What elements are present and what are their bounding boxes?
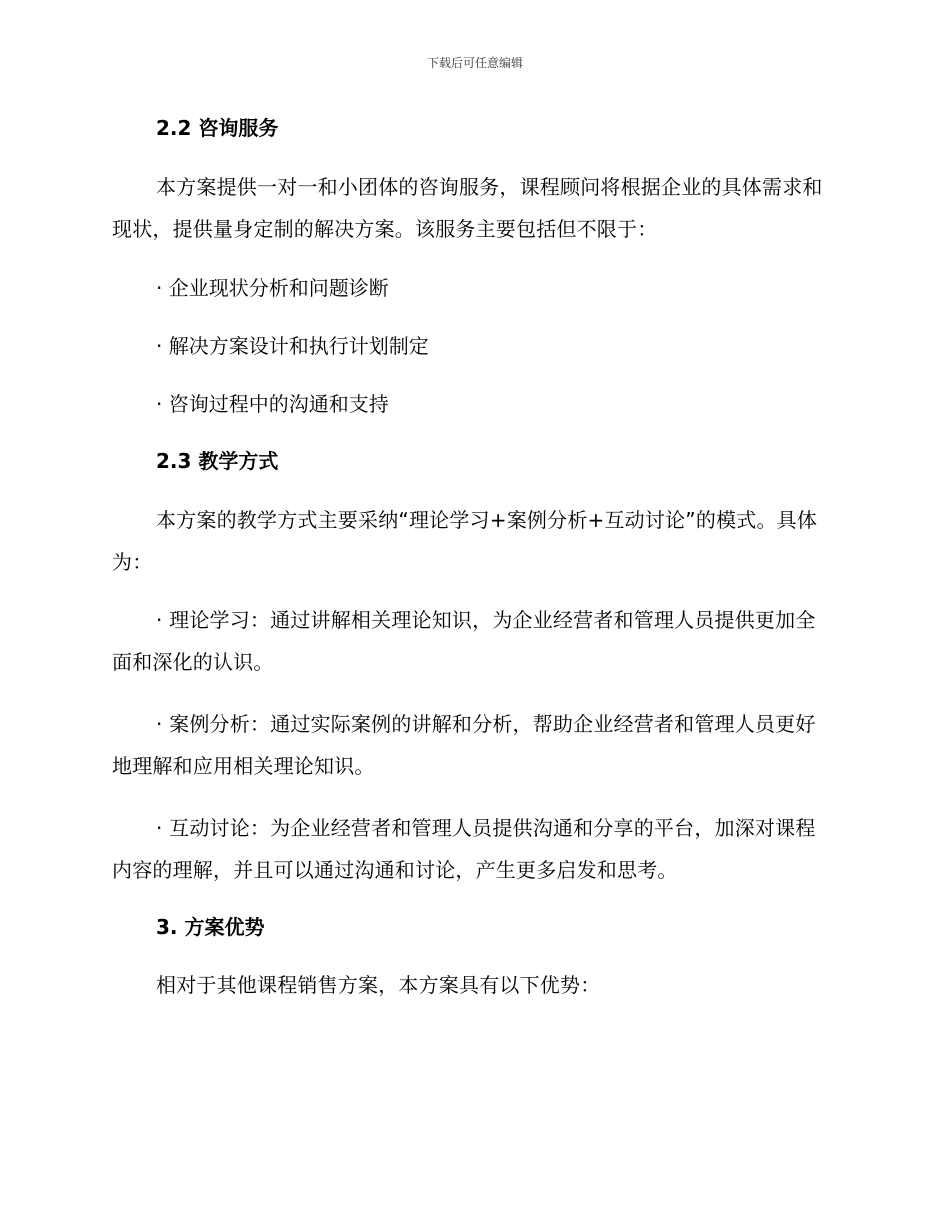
bullet-item: · 咨询过程中的沟通和支持: [156, 392, 389, 416]
paragraph-3-intro: 相对于其他课程销售方案，本方案具有以下优势：: [156, 973, 601, 997]
teaching-item-discussion: · 互动讨论：为企业经营者和管理人员提供沟通和分享的平台，加深对课程内容的理解，并且可以通过沟通和讨论，产生更多启发和思考。: [112, 816, 816, 882]
bullet-item: · 企业现状分析和问题诊断: [156, 276, 389, 300]
section-heading-3: 3. 方案优势: [156, 915, 265, 939]
teaching-item-theory: · 理论学习：通过讲解相关理论知识，为企业经营者和管理人员提供更加全面和深化的认识。: [112, 608, 816, 674]
teaching-item-case: · 案例分析：通过实际案例的讲解和分析，帮助企业经营者和管理人员更好地理解和应用相关理论知识。: [112, 712, 816, 778]
section-heading-2-3: 2.3 教学方式: [156, 449, 279, 473]
bullet-item: · 解决方案设计和执行计划制定: [156, 334, 429, 358]
section-heading-2-2: 2.2 咨询服务: [156, 116, 279, 140]
paragraph-2-2-intro: 本方案提供一对一和小团体的咨询服务，课程顾问将根据企业的具体需求和现状，提供量身定制的解决方案。该服务主要包括但不限于：: [112, 175, 823, 241]
header-note: 下载后可任意编辑: [426, 56, 523, 70]
paragraph-2-3-intro: 本方案的教学方式主要采纳“理论学习+案例分析+互动讨论”的模式。具体为：: [112, 508, 818, 574]
